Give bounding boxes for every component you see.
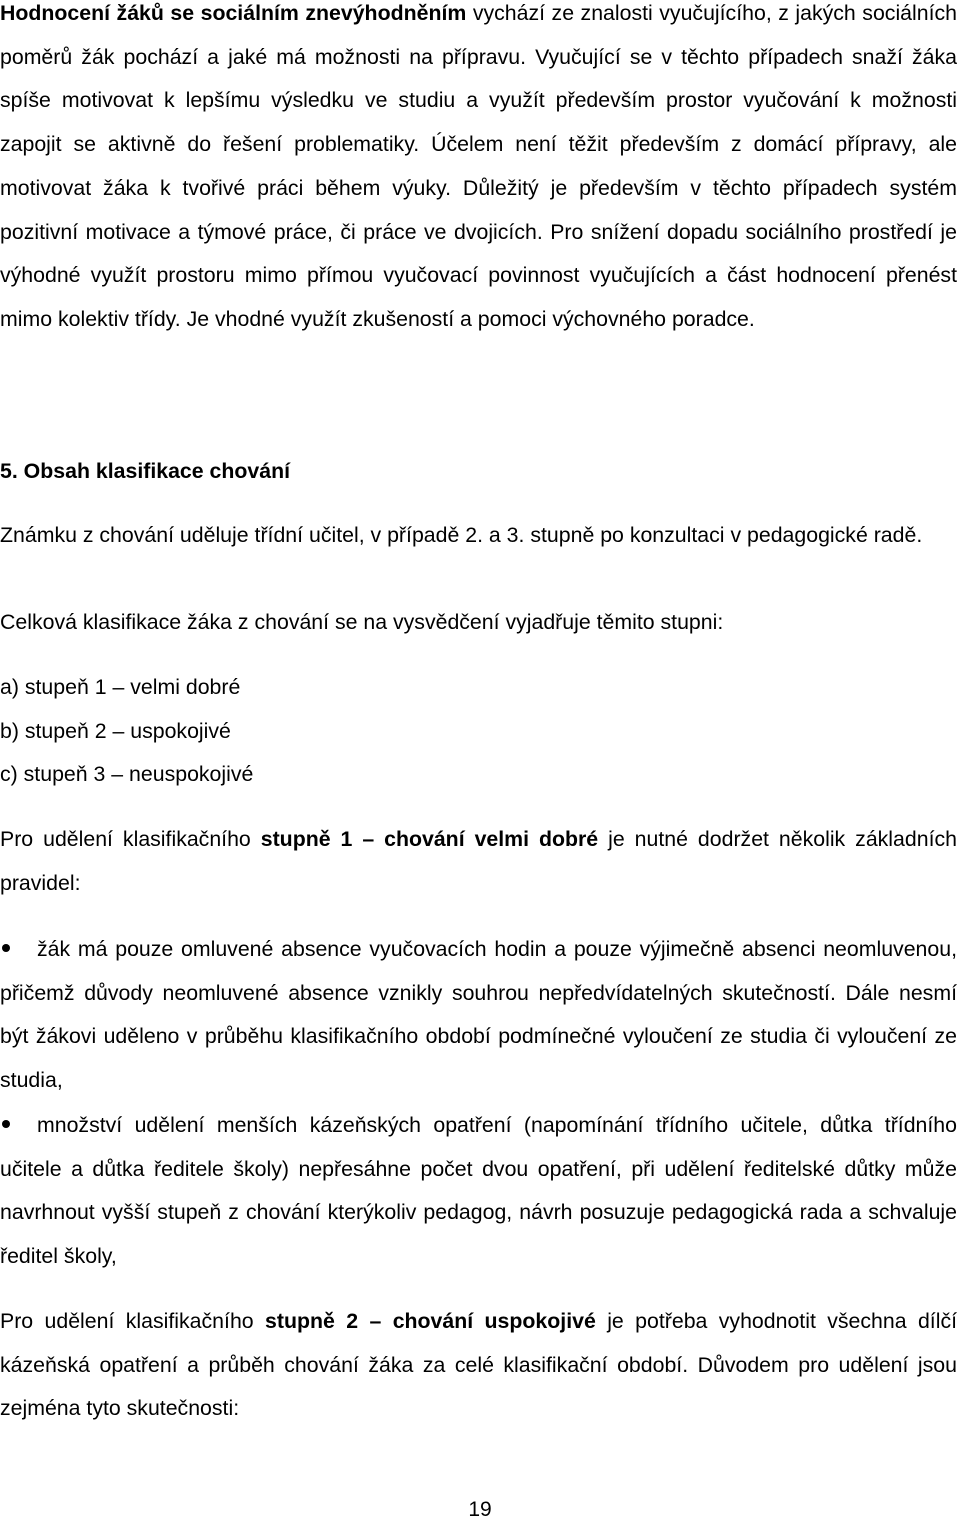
grade-item-3: c) stupeň 3 – neuspokojivé — [0, 762, 254, 786]
intro-lead-bold: Hodnocení žáků se sociálním znevýhodněním — [0, 1, 467, 25]
rule-1-post: je nutné dodržet několik základních pravidel: — [0, 827, 957, 895]
rule-1-paragraph — [0, 818, 957, 905]
grade-item-2: b) stupeň 2 – uspokojivé — [0, 719, 231, 743]
rule-2-post: je potřeba vyhodnotit všechna dílčí kázeňská opatření a průběh chování žáka za celé klasifikační období. Důvodem pro udělení jsou zejména tyto skutečnosti: — [0, 1309, 958, 1421]
bullet-item-1 — [0, 928, 957, 1103]
section-paragraph-1: Známku z chování uděluje třídní učitel, v případě 2. a 3. stupně po konzultaci v pedagogické radě. — [0, 523, 923, 547]
page-number: 19 — [468, 1498, 492, 1521]
section-heading: 5. Obsah klasifikace chování — [0, 459, 291, 483]
grade-item-1: a) stupeň 1 – velmi dobré — [0, 675, 241, 699]
intro-text: vychází ze znalosti vyučujícího, z jakých sociálních poměrů žák pochází a jaké má možnosti na přípravu. Vyučující se v těchto případech snaží žáka spíše motivovat k lepšímu výsledku ve studiu a využít především prostor vyučování k možnosti zapojit se aktivně do řešení problematiky. Účelem není těžit především z domácí přípravy, ale motivovat žáka k tvořivé práci během výuky. Důležitý je především v těchto případech systém pozitivní motivace a týmové práce, či práce ve dvojicích. Pro snížení dopadu sociálního prostředí je výhodné využít prostoru mimo přímou vyučovací povinnost vyučujících a část hodnocení přenést mimo kolektiv třídy. Je vhodné využít zkušeností a pomoci výchovného poradce. — [0, 1, 957, 331]
bullet-item-1-text: žák má pouze omluvené absence vyučovacích hodin a pouze výjimečně absenci neomluvenou, přičemž důvody neomluvené absence vznikly souhrou nepředvídatelných skutečností. Dále nesmí být žákovi uděleno v průběhu klasifikačního období podmínečné vyloučení ze studia či vyloučení ze studia, — [0, 937, 957, 1093]
bullet-item-2 — [0, 1104, 957, 1279]
rule-1-pre: Pro udělení klasifikačního — [0, 827, 261, 851]
rule-2-paragraph — [0, 1300, 957, 1431]
rule-2-pre: Pro udělení klasifikačního — [0, 1309, 266, 1333]
rule-1-bold: stupně 1 – chování velmi dobré — [260, 827, 599, 851]
rule-2-bold: stupně 2 – chování uspokojivé — [265, 1309, 596, 1333]
section-paragraph-2: Celková klasifikace žáka z chování se na vysvědčení vyjadřuje těmito stupni: — [0, 610, 724, 634]
bullet-item-2-text: množství udělení menších kázeňských opatření (napomínání třídního učitele, důtka třídního učitele a důtka ředitele školy) nepřesáhne počet dvou opatření, při udělení ředitelské důtky může navrhnout vyšší stupeň z chování kterýkoliv pedagog, návrh posuzuje pedagogická rada a schvaluje ředitel školy, — [0, 1113, 957, 1269]
bullet-icon — [0, 928, 37, 972]
intro-paragraph — [0, 0, 957, 342]
bullet-icon — [0, 1104, 37, 1148]
